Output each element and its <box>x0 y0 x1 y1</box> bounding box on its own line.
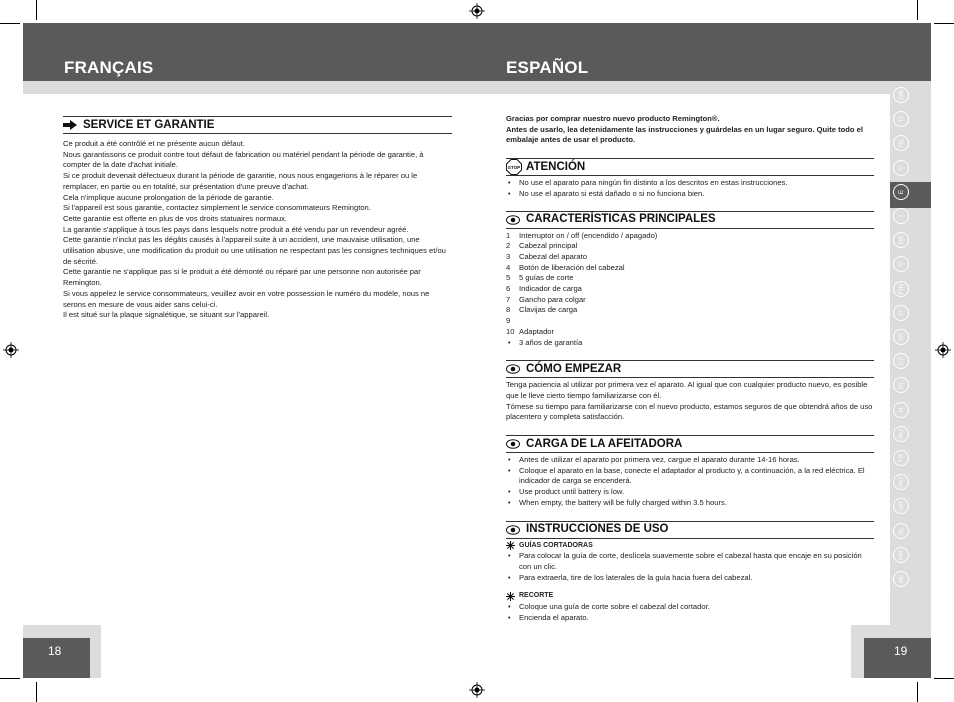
section-header-attention <box>506 158 874 176</box>
sub1-title: GUÍAS CORTADORAS <box>519 541 593 549</box>
sparkle-icon <box>506 541 515 550</box>
list-item: • Coloque una guía de corte sobre el cabezal del cortador. <box>506 602 874 613</box>
item-number: 2 <box>506 241 511 251</box>
crop-mark <box>934 678 954 679</box>
stop-icon-text: STOP <box>507 165 521 171</box>
left-page-title: FRANÇAIS <box>64 58 154 77</box>
footer-right <box>864 638 931 678</box>
language-tab-ru[interactable]: RU <box>893 426 909 442</box>
crop-mark <box>917 0 918 20</box>
language-tab-gb[interactable]: GB <box>893 87 909 103</box>
eye-icon <box>506 364 520 374</box>
page-number-right: 19 <box>894 644 908 658</box>
list-item <box>506 284 874 295</box>
item-number: 10 <box>506 326 515 336</box>
language-tab-pl[interactable]: PL <box>893 377 909 393</box>
list-item <box>506 305 874 316</box>
crop-mark <box>36 682 37 702</box>
item-number: 5 <box>506 273 511 283</box>
eye-icon <box>506 439 520 449</box>
right-column <box>506 114 874 623</box>
instructions-title: INSTRUCCIONES DE USO <box>526 523 669 536</box>
paragraph: Il est situé sur la plaque signalétique, se situant sur l'appareil. <box>63 310 270 320</box>
language-tab-tr[interactable]: TR <box>893 450 909 466</box>
section-title: SERVICE ET GARANTIE <box>83 118 215 131</box>
list-item: • Encienda el aparato. <box>506 613 874 624</box>
header-bar <box>23 23 931 81</box>
item-text: Cabezal principal <box>519 241 578 251</box>
paragraph: Cette garantie ne s'applique pas si le produit a été démonté ou réparé par une personne non autorisée par Remington. <box>63 267 421 288</box>
paragraph: Cette garantie est offerte en plus de vos droits statuaires normaux. <box>63 213 287 223</box>
list-item: • Para colocar la guía de corte, deslícela suavemente sobre el cabezal hasta que encaje en su posición con un clic. <box>506 551 874 572</box>
item-text: Clavijas de carga <box>519 305 578 315</box>
crop-mark <box>0 23 20 24</box>
item-number: 7 <box>506 294 511 304</box>
cutting-guides-list <box>506 551 874 583</box>
intro-thanks: Gracias por comprar nuestro nuevo producto Remington®. <box>506 114 720 123</box>
item-text: Interruptor on / off (encendido / apagado) <box>519 230 658 240</box>
language-tab-dk[interactable]: DK <box>893 232 909 248</box>
list-item <box>506 295 874 306</box>
list-item <box>506 252 874 263</box>
language-tab-s[interactable]: S <box>893 256 909 272</box>
paragraph: Si l'appareil est sous garantie, contactez simplement le service consommateurs Remington. <box>63 203 371 213</box>
list-item: • No use el aparato para ningún fin distinto a los descritos en estas instrucciones. <box>506 178 874 189</box>
list-item <box>506 231 874 242</box>
list-item: • No use el aparato si está dañado o si no funciona bien. <box>506 189 874 200</box>
footer-left <box>23 638 90 678</box>
language-tab-nl[interactable]: NL <box>893 135 909 151</box>
attention-title: ATENCIÓN <box>526 160 586 173</box>
right-page-title: ESPAÑOL <box>506 58 589 77</box>
getting-started-p2: Tómese su tiempo para familiarizarse con el nuevo producto, estamos seguros de que obtendrá años de uso placentero y completa satisfacción. <box>506 401 873 422</box>
getting-started-title: CÓMO EMPEZAR <box>526 362 622 375</box>
list-item: • When empty, the battery will be fully charged within 3.5 hours. <box>506 498 874 509</box>
crop-mark <box>917 682 918 702</box>
language-tab-d[interactable]: D <box>893 111 909 127</box>
language-tab-ae[interactable]: AE <box>893 571 909 587</box>
crop-mark <box>36 0 37 20</box>
paragraph: Si ce produit devenait défectueux durant la période de garantie, nous nous engagerions à le réparer ou le remplacer, en partie ou en totalité, sur présentation d'une preuve d'achat. <box>63 171 418 191</box>
language-tab-e[interactable]: E <box>893 184 909 200</box>
crop-mark <box>0 678 20 679</box>
list-item: • Antes de utilizar el aparato por primera vez, cargue el aparato durante 14-16 horas. <box>506 455 874 466</box>
item-number: 6 <box>506 284 511 294</box>
registration-mark-icon <box>469 3 485 19</box>
language-tab-ro[interactable]: RO <box>893 474 909 490</box>
charging-list <box>506 455 874 509</box>
features-list <box>506 231 874 338</box>
arrow-right-icon <box>63 120 77 130</box>
language-tab-gr[interactable]: GR <box>893 498 909 514</box>
sub2-title: RECORTE <box>519 592 554 600</box>
registration-mark-icon <box>3 342 19 358</box>
attention-list <box>506 178 874 199</box>
charging-title: CARGA DE LA AFEITADORA <box>526 437 683 450</box>
paragraph: Ce produit a été contrôlé et ne présente aucun défaut. <box>63 139 245 148</box>
language-tab-sk[interactable]: SK <box>893 329 909 345</box>
intro-instructions: Antes de usarlo, lea detenidamente las instrucciones y guárdelas en un lugar seguro. Quite todo el embalaje antes de usar el producto. <box>506 124 863 145</box>
item-number: 4 <box>506 262 511 272</box>
eye-icon <box>506 525 520 535</box>
paragraph: Si vous appelez le service consommateurs, veuillez avoir en votre possession le numéro du modèle, nous ne serons en mesure de vous aider sans celui-ci. <box>63 288 430 309</box>
paragraph: La garantie s'applique à tous les pays dans lesquels notre produit a été vendu par un revendeur agréé. <box>63 224 409 234</box>
eye-icon <box>506 215 520 225</box>
section-header-getting-started <box>506 360 874 378</box>
language-tab-h[interactable]: H <box>893 402 909 418</box>
list-item: • Use product until battery is low. <box>506 487 874 498</box>
features-title: CARACTERÍSTICAS PRINCIPALES <box>526 213 716 226</box>
list-item <box>506 241 874 252</box>
registration-mark-icon <box>469 682 485 698</box>
language-tab-i[interactable]: I <box>893 208 909 224</box>
list-item: • 3 años de garantía <box>506 338 874 349</box>
list-item <box>506 327 874 338</box>
list-item <box>506 263 874 274</box>
paragraph: Cela n'implique aucune prolongation de la période de garantie. <box>63 192 274 202</box>
crop-mark <box>934 23 954 24</box>
trimming-list <box>506 602 874 623</box>
item-text: 5 guías de corte <box>519 273 574 283</box>
subsection-trimming <box>506 591 874 602</box>
section-header-service <box>63 116 452 134</box>
paragraph: Cette garantie n'inclut pas les dégâts causés à l'appareil suite à un accident, une mauvaise utilisation, une utilisation abusive, une modification du produit ou une utilisation ne respectant pas les consignes techniques et/ou de sécrité. <box>63 235 446 266</box>
section-header-instructions <box>506 521 874 539</box>
item-number: 8 <box>506 305 511 315</box>
language-tab-hr[interactable]: HR <box>893 547 909 563</box>
section-header-features <box>506 211 874 229</box>
paragraph: Nous garantissons ce produit contre tout défaut de fabrication ou matériel pendant la période de garantie, à compter de la date d'achat initiale. <box>63 149 424 170</box>
list-item <box>506 273 874 284</box>
section-header-charging <box>506 435 874 453</box>
left-column <box>63 116 452 321</box>
item-text: Adaptador <box>519 326 555 336</box>
page-number-left: 18 <box>48 644 62 658</box>
stop-icon <box>506 159 522 175</box>
features-bullet <box>506 338 874 349</box>
subsection-cutting-guides <box>506 541 874 552</box>
sparkle-icon <box>506 592 515 601</box>
item-text: Indicador de carga <box>519 284 582 294</box>
list-item: • Para extraerla, tire de los laterales de la guía hacia fuera del cabezal. <box>506 573 874 584</box>
language-tab-p[interactable]: P <box>893 305 909 321</box>
registration-mark-icon <box>935 342 951 358</box>
language-tab-cz[interactable]: CZ <box>893 353 909 369</box>
list-item <box>506 316 874 327</box>
language-tab-sl[interactable]: SL <box>893 523 909 539</box>
item-text: Cabezal del aparato <box>519 251 587 261</box>
list-item: • Coloque el aparato en la base, conecte el adaptador al producto y, a continuación, a la red eléctrica. El indicador de carga se encenderá. <box>506 466 874 487</box>
item-number: 1 <box>506 230 511 240</box>
item-number: 9 <box>506 316 511 326</box>
getting-started-p1: Tenga paciencia al utilizar por primera vez el aparato. Al igual que con cualquier producto nuevo, es posible que le lleve cierto tiempo familiarizarse con él. <box>506 380 868 400</box>
service-text <box>63 139 452 321</box>
item-text: Botón de liberación del cabezal <box>519 262 625 272</box>
item-number: 3 <box>506 251 511 261</box>
item-text: Gancho para colgar <box>519 294 586 304</box>
header-strip <box>23 81 890 94</box>
language-tab-fin[interactable]: FIN <box>893 281 909 297</box>
language-tab-f[interactable]: F <box>893 160 909 176</box>
